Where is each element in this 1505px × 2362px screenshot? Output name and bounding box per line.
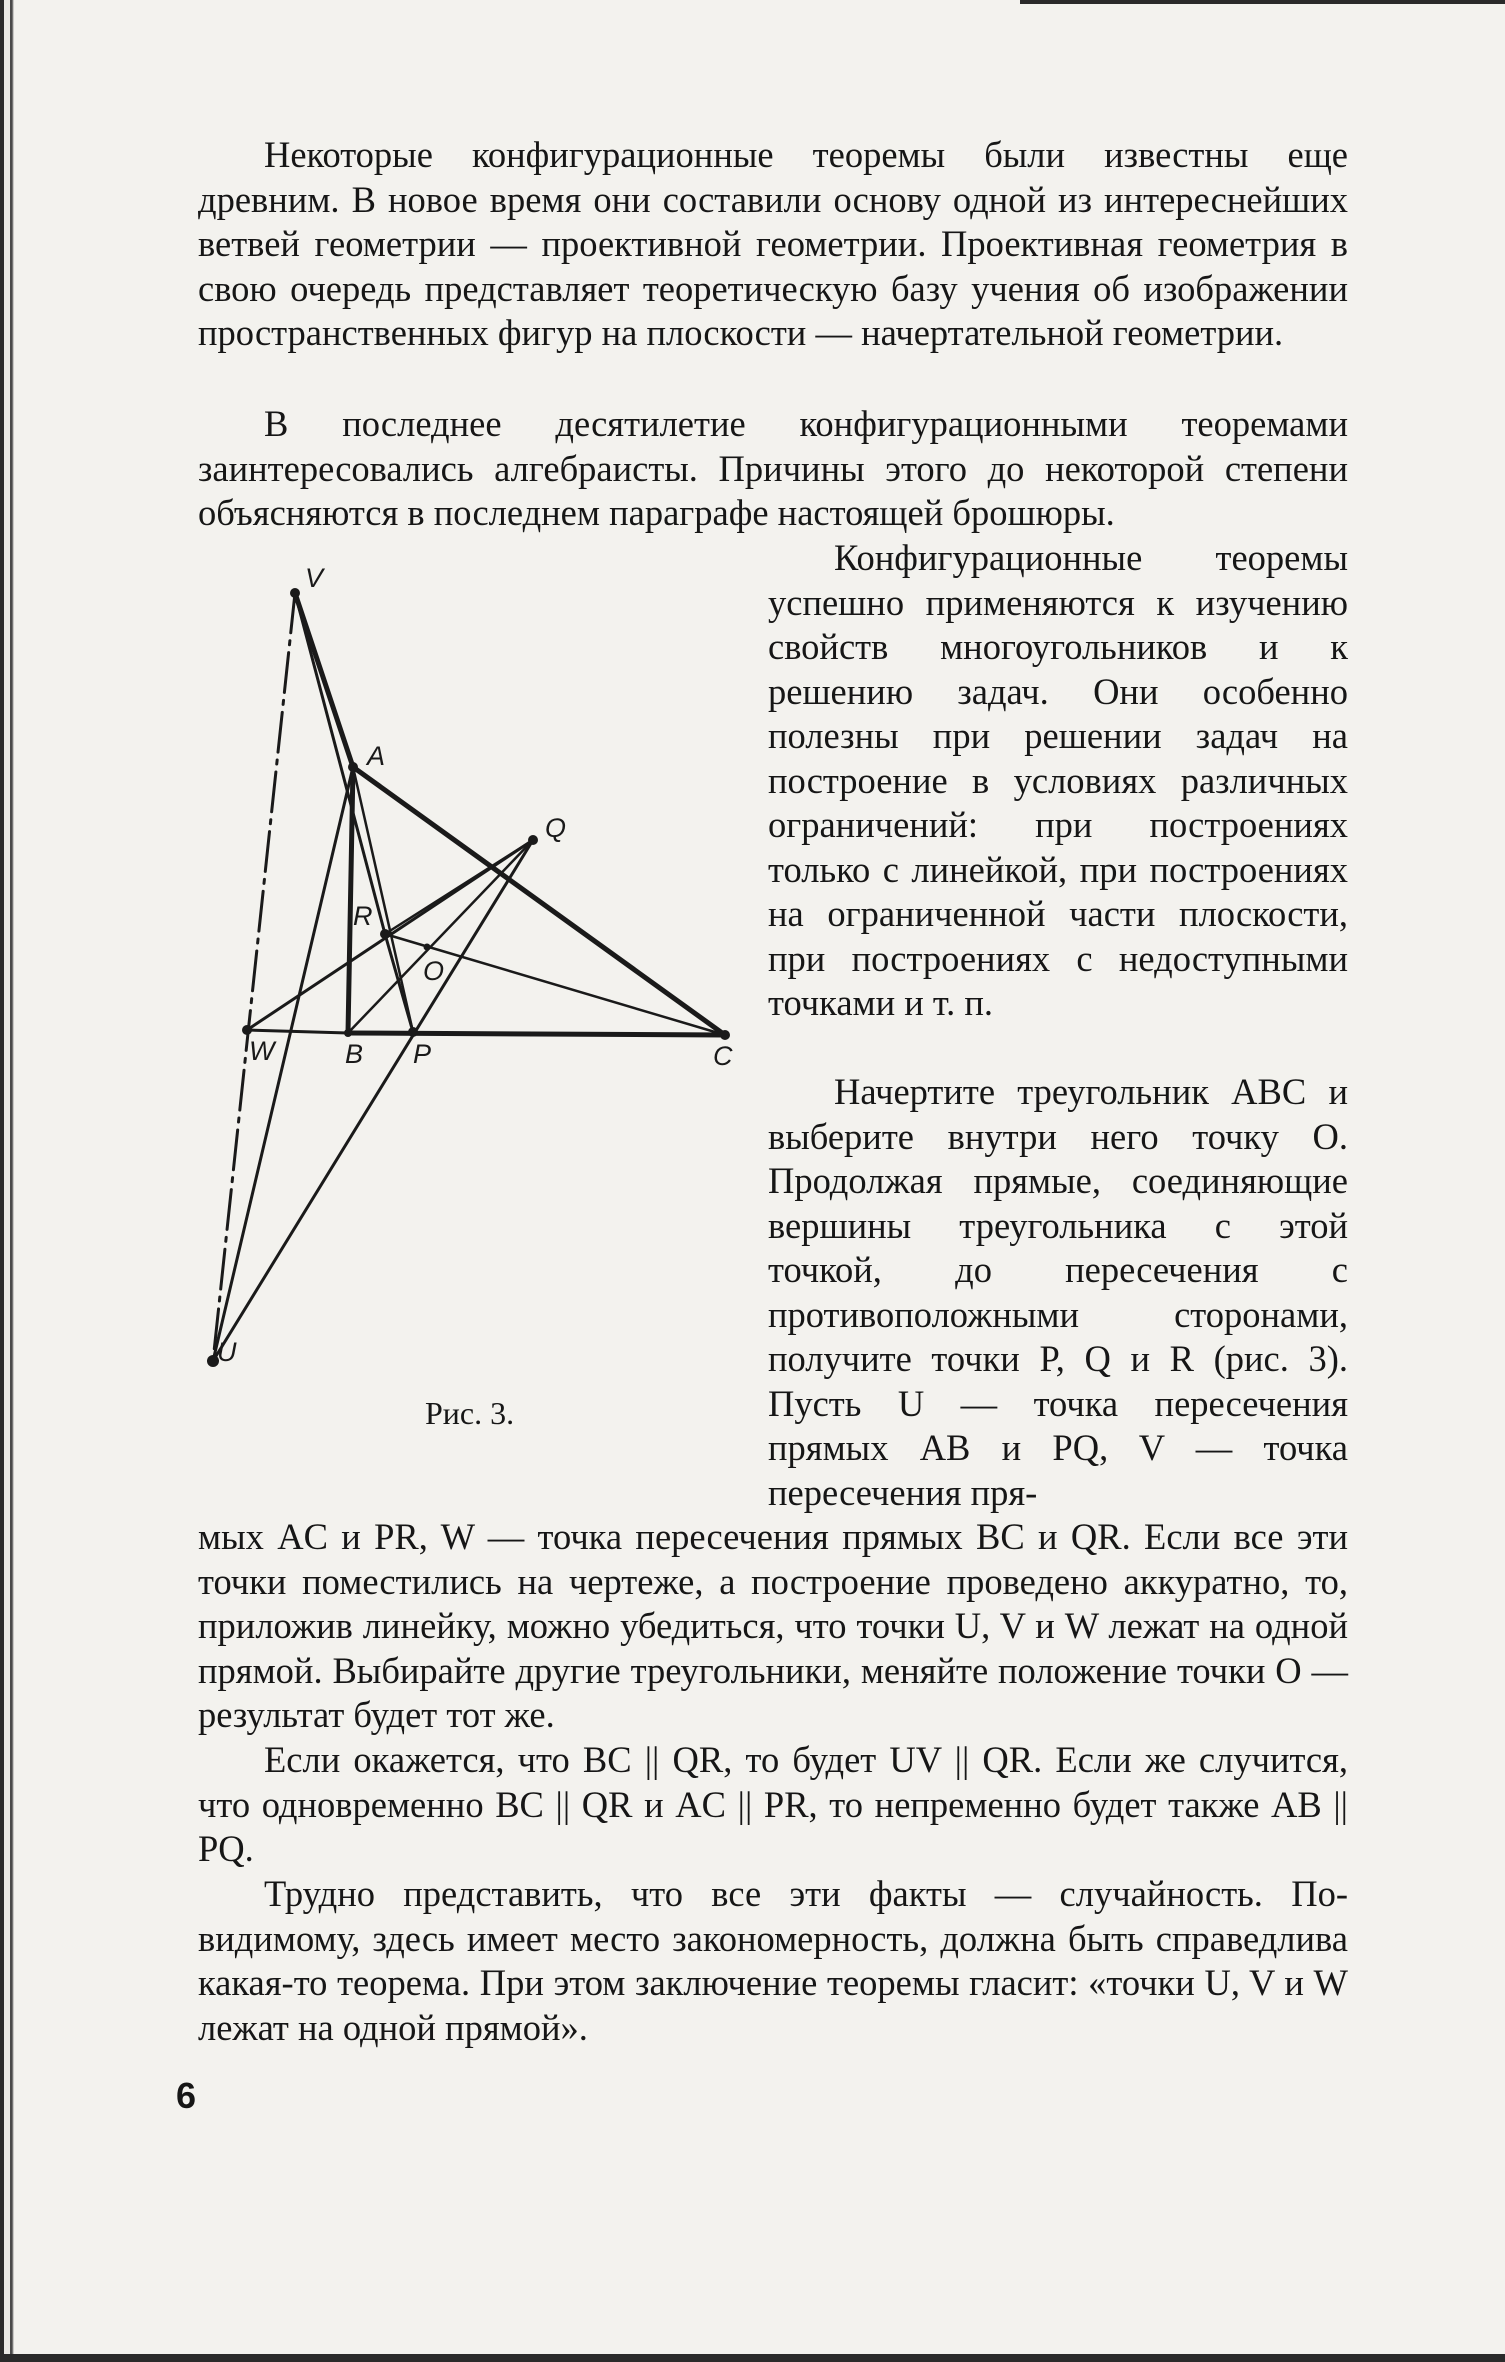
figure-3 — [195, 555, 755, 1375]
label-a: A — [367, 741, 386, 771]
label-p: P — [413, 1039, 432, 1069]
point-o — [424, 944, 431, 951]
point-p — [408, 1027, 418, 1037]
paragraph-4-column: Начертите треугольник ABC и выберите внутри него точку O. Продолжая прямые, соединяющие вершины треугольника с этой точкой, до пересечения с противоположными сторонами, получите точки P, Q и R (рис. 3). Пусть U — точка пересечения прямых AB и PQ, V — точка пересечения пря- — [768, 1071, 1348, 1513]
line-rq — [385, 840, 533, 934]
label-r: R — [353, 901, 373, 931]
label-b: B — [345, 1039, 364, 1069]
label-c: C — [713, 1041, 733, 1071]
page-top-edge — [1020, 0, 1505, 4]
side-bc — [348, 1033, 725, 1035]
paragraph-1: Некоторые конфигурационные теоремы были известны еще древним. В новое время они составили основу одной из интереснейших ветвей геометрии — проективной геометрии. Проективная геометрия в свою очередь представляет теоретическую базу учения об изображении пространственных фигур на плоскости — начертательной геометрии. — [198, 134, 1348, 353]
label-v: V — [305, 563, 324, 593]
line-ua — [213, 767, 353, 1361]
point-c — [720, 1030, 730, 1040]
point-r — [380, 929, 390, 939]
paragraph-2: В последнее десятилетие конфигурационными теоремами заинтересовались алгебраисты. Причины этого до некоторой степени объясняются в последнем параграфе настоящей брошюры. — [198, 403, 1348, 533]
paragraph-4-continued: мых AC и PR, W — точка пересечения прямых BC и QR. Если все эти точки поместились на чертеже, а построение проведено аккуратно, то, приложив линейку, можно убедиться, что точки U, V и W лежат на одной прямой. Выбирайте другие треугольники, меняйте положение точки O — результат будет тот же. — [198, 1516, 1348, 1735]
figure-3-diagram — [195, 555, 755, 1375]
paragraph-6: Трудно представить, что все эти факты — случайность. По-видимому, здесь имеет место закономерность, должна быть справедлива какая-то теорема. При этом заключение теоремы гласит: «точки U, V и W лежат на одной прямой». — [198, 1873, 1348, 2048]
paragraph-3: Конфигурационные теоремы успешно применяются к изучению свойств многоугольников и к решению задач. Они особенно полезны при решении задач на построение в условиях различных ограничений: при построениях только с линейкой, при построениях на ограниченной части плоскости, при построениях с недоступными точками и т. п. — [768, 537, 1348, 1023]
label-u: U — [217, 1337, 237, 1367]
figure-caption: Рис. 3. — [425, 1395, 515, 1431]
point-v — [290, 588, 300, 598]
point-a — [348, 762, 358, 772]
line-cw — [247, 1030, 348, 1033]
label-w: W — [249, 1036, 275, 1066]
line-va — [295, 593, 353, 767]
point-q — [528, 835, 538, 845]
page-number: 6 — [176, 2075, 197, 2116]
side-ac — [353, 767, 725, 1035]
point-b — [344, 1029, 352, 1037]
paragraph-5: Если окажется, что BC || QR, то будет UV || QR. Если же случится, что одновременно BC || QR и AC || PR, то непременно будет также AB || PQ. — [198, 1739, 1348, 1869]
label-q: Q — [545, 813, 567, 843]
point-w — [242, 1025, 252, 1035]
page-left-edge — [0, 0, 28, 2362]
page-bottom-edge — [0, 2354, 1505, 2362]
label-o: O — [423, 956, 445, 986]
